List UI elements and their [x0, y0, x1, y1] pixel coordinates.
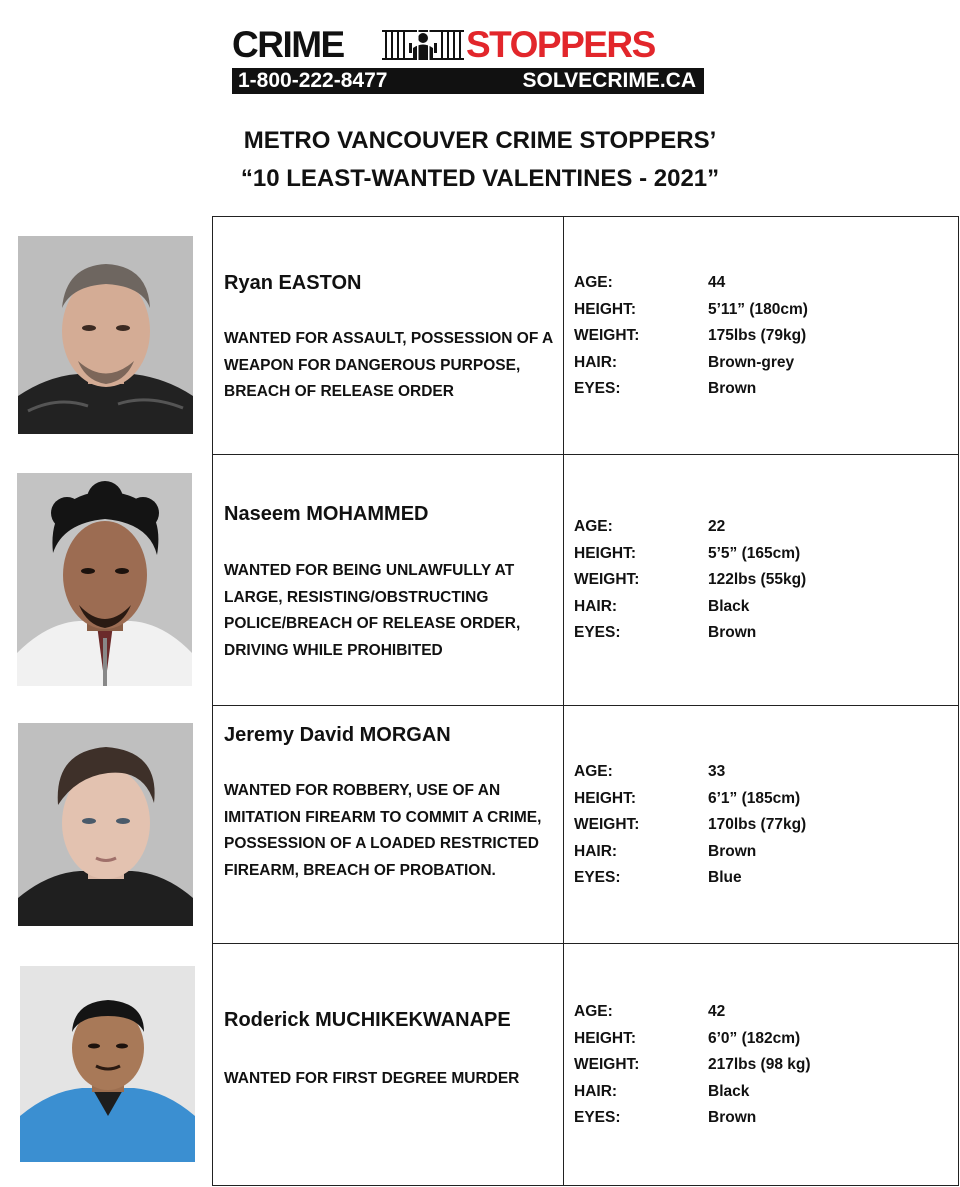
stat-label: HAIR: [574, 353, 618, 371]
stat-value: Blue [708, 869, 742, 886]
title-line-1: METRO VANCOUVER CRIME STOPPERS’ [243, 127, 717, 154]
person-info-cell [213, 944, 564, 1185]
stat-value: 170lbs (77kg) [708, 816, 807, 833]
portrait-image [18, 723, 193, 926]
person-info-cell [213, 217, 564, 454]
mugshot-photo [17, 473, 192, 686]
stat-label: AGE: [574, 518, 613, 535]
person-charges: WANTED FOR BEING UNLAWFULLY AT LARGE, RESISTING/OBSTRUCTING POLICE/BREACH OF RELEASE ORDER, DRIVING WHILE PROHIBITED [224, 562, 521, 659]
stat-label: WEIGHT: [574, 1056, 640, 1073]
stat-label: HAIR: [574, 1082, 618, 1100]
portrait-image [20, 966, 195, 1162]
stat-value: 44 [708, 274, 726, 291]
person-charges: WANTED FOR ROBBERY, USE OF AN IMITATION FIREARM TO COMMIT A CRIME, POSSESSION OF A LOADED RESTRICTED FIREARM, BREACH OF PROBATION. [224, 782, 542, 879]
stat-label: HEIGHT: [574, 544, 636, 562]
stat-value: Brown [708, 380, 757, 397]
person-stats-cell [564, 217, 959, 454]
person-name: Jeremy David MORGAN [224, 724, 451, 746]
logo-contact-bar [232, 68, 704, 94]
table-row [213, 217, 959, 455]
person-charges: WANTED FOR ASSAULT, POSSESSION OF A WEAPON FOR DANGEROUS PURPOSE, BREACH OF RELEASE ORDER [224, 330, 553, 400]
logo-word-stoppers: STOPPERS [466, 24, 655, 65]
stat-value: 175lbs (79kg) [708, 327, 807, 344]
stat-value: 6’1” (185cm) [708, 789, 801, 807]
stat-label: HAIR: [574, 842, 618, 860]
logo-wordmark [232, 24, 704, 66]
stat-label: HEIGHT: [574, 789, 636, 807]
portrait-image [18, 236, 193, 434]
logo-word-crime: CRIME [232, 24, 344, 65]
stat-label: HEIGHT: [574, 300, 636, 318]
stat-value: Brown [708, 842, 757, 860]
stat-value: Brown-grey [708, 353, 795, 371]
mugshot-photo [20, 966, 195, 1162]
portrait-image [17, 473, 192, 686]
logo-phone-number: 1-800-222-8477 [238, 69, 388, 92]
stat-value: Brown [708, 1109, 757, 1126]
person-stats-cell [564, 944, 959, 1185]
table-row [213, 944, 959, 1186]
stat-value: Black [708, 597, 750, 615]
stat-label: EYES: [574, 869, 621, 886]
jail-bars-icon [382, 30, 464, 60]
stat-value: 122lbs (55kg) [708, 571, 807, 588]
stat-label: EYES: [574, 380, 621, 397]
stat-label: AGE: [574, 274, 613, 291]
title-line-2: “10 LEAST-WANTED VALENTINES - 2021” [240, 165, 720, 192]
stat-label: EYES: [574, 1109, 621, 1126]
stat-value: 6’0” (182cm) [708, 1029, 801, 1047]
stat-value: 33 [708, 763, 726, 780]
stat-label: AGE: [574, 1003, 613, 1020]
stat-label: WEIGHT: [574, 327, 640, 344]
stat-value: Brown [708, 624, 757, 641]
logo-website: SOLVECRIME.CA [522, 69, 696, 92]
document-title [0, 122, 960, 198]
table-row [213, 455, 959, 706]
person-name: Ryan EASTON [224, 272, 362, 294]
person-charges: WANTED FOR FIRST DEGREE MURDER [224, 1070, 520, 1087]
stat-value: 42 [708, 1003, 726, 1020]
person-info-cell [213, 455, 564, 705]
stat-value: 5’11” (180cm) [708, 300, 808, 318]
stat-label: AGE: [574, 763, 613, 780]
mugshot-photo [18, 723, 193, 926]
stat-value: Black [708, 1082, 750, 1100]
stat-label: EYES: [574, 624, 621, 641]
person-name: Naseem MOHAMMED [224, 503, 429, 525]
table-row [213, 706, 959, 944]
mugshot-photo [18, 236, 193, 434]
stat-label: HAIR: [574, 597, 618, 615]
person-stats-cell [564, 455, 959, 705]
person-name: Roderick MUCHIKEKWANAPE [224, 1009, 511, 1031]
wanted-persons-table [212, 216, 959, 1186]
stat-value: 217lbs (98 kg) [708, 1056, 811, 1073]
stat-label: WEIGHT: [574, 816, 640, 833]
person-info-cell [213, 706, 564, 943]
stat-label: HEIGHT: [574, 1029, 636, 1047]
stat-value: 22 [708, 518, 726, 535]
stat-label: WEIGHT: [574, 571, 640, 588]
stat-value: 5’5” (165cm) [708, 544, 801, 562]
person-stats-cell [564, 706, 959, 943]
crime-stoppers-logo [232, 24, 704, 96]
